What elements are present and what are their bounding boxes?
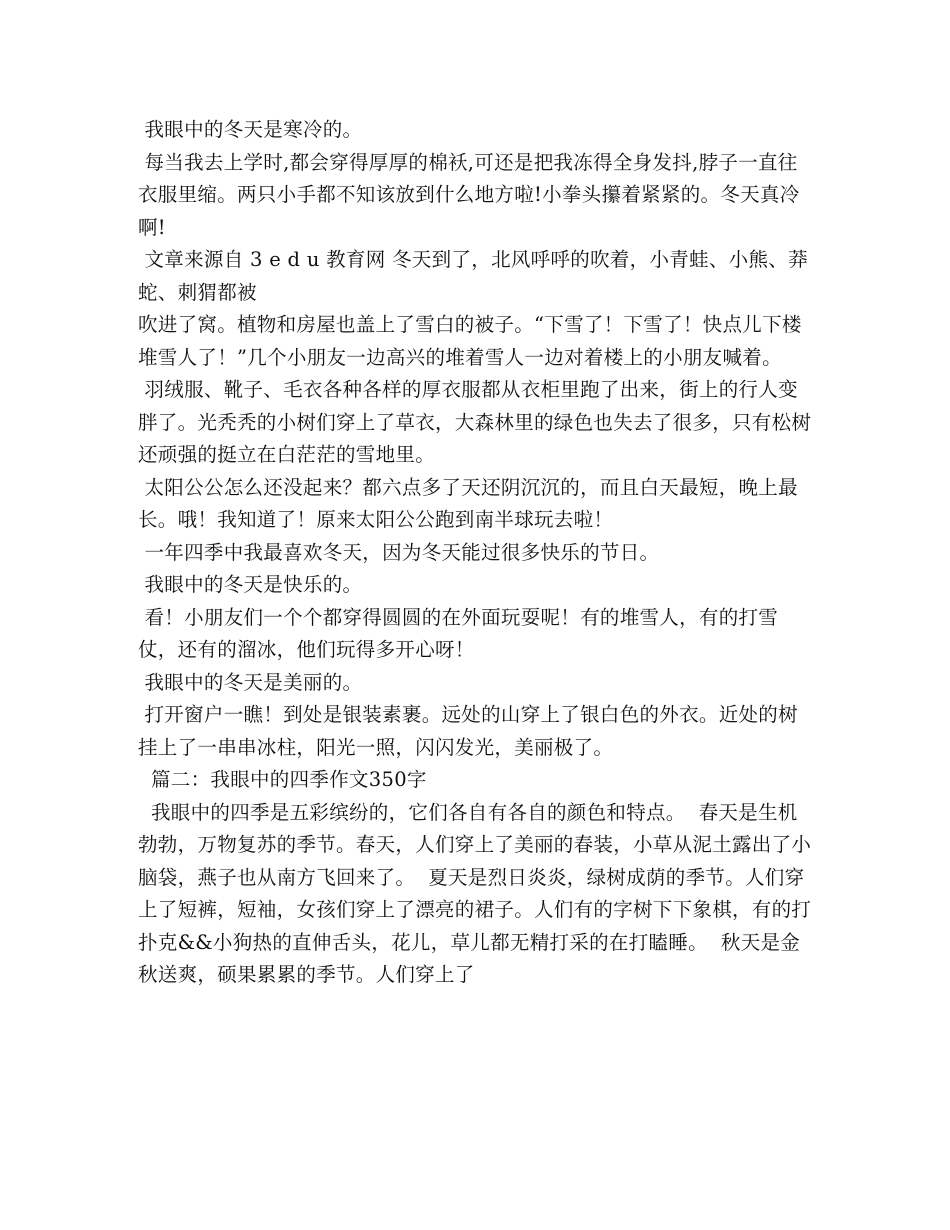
- paragraph-12: 我眼中的四季是五彩缤纷的，它们各自有各自的颜色和特点。 春天是生机勃勃，万物复苏的季节。春天，人们穿上了美丽的春装，小草从泥土露出了小脑袋，燕子也从南方飞回来了。 夏天是烈日炎炎，绿树成荫的季节。人们穿上了短裤，短袖，女孩们穿上了漂亮的裙子。人们有的字树下下象棋，有的打扑克&&小狗热的直伸舌头，花儿，草儿都无精打采的在打瞌睡。 秋天是金秋送爽，硕果累累的季节。人们穿上了: [138, 800, 812, 986]
- section-heading: 篇二：我眼中的四季作文350字: [138, 768, 427, 791]
- paragraph-4: 吹进了窝。植物和房屋也盖上了雪白的被子。“下雪了！下雪了！快点儿下楼堆雪人了！”几个小朋友一边高兴的堆着雪人一边对着楼上的小朋友喊着。: [138, 313, 802, 369]
- paragraph-11: 打开窗户一瞧！到处是银装素裹。远处的山穿上了银白色的外衣。近处的树挂上了一串串冰柱，阳光一照，闪闪发光，美丽极了。: [138, 703, 798, 759]
- paragraph-1: 我眼中的冬天是寒冷的。: [138, 118, 363, 141]
- document-body: [138, 114, 814, 992]
- paragraph-5: 羽绒服、靴子、毛衣各种各样的厚衣服都从衣柜里跑了出来，街上的行人变胖了。光秃秃的小树们穿上了草衣，大森林里的绿色也失去了很多，只有松树还顽强的挺立在白茫茫的雪地里。: [138, 378, 812, 466]
- paragraph-10: 我眼中的冬天是美丽的。: [138, 670, 363, 694]
- paragraph-9: 看！小朋友们一个个都穿得圆圆的在外面玩耍呢！有的堆雪人，有的打雪仗，还有的溜冰，他们玩得多开心呀！: [138, 605, 779, 661]
- paragraph-8: 我眼中的冬天是快乐的。: [138, 573, 363, 596]
- paragraph-2: 每当我去上学时,都会穿得厚厚的棉袄,可还是把我冻得全身发抖,脖子一直往衣服里缩。两只小手都不知该放到什么地方啦!小拳头攥着紧紧的。冬天真冷啊!: [138, 150, 800, 239]
- paragraph-3: 文章来源自 3 e d u 教育网 冬天到了，北风呼呼的吹着，小青蛙、小熊、莽蛇、刺猬都被: [138, 248, 808, 304]
- paragraph-6: 太阳公公怎么还没起来？都六点多了天还阴沉沉的，而且白天最短，晚上最长。哦！我知道了！原来太阳公公跑到南半球玩去啦！: [138, 475, 798, 531]
- paragraph-7: 一年四季中我最喜欢冬天，因为冬天能过很多快乐的节日。: [138, 540, 660, 564]
